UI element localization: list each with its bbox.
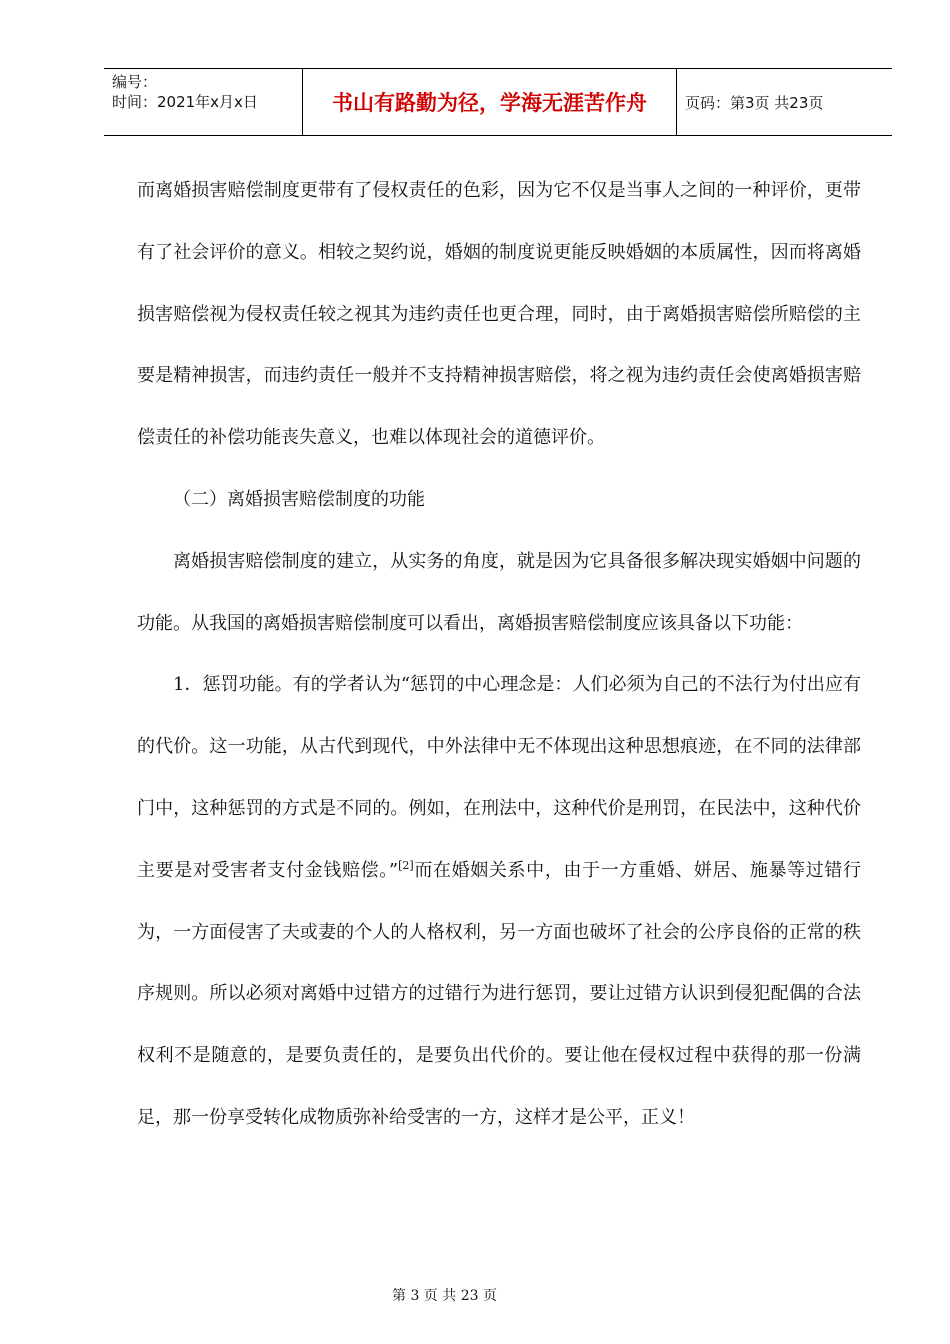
paragraph-3-part-2: 而在婚姻关系中，由于一方重婚、姘居、施暴等过错行为，一方面侵害了夫或妻的个人的人格权利，另一方面也破坏了社会的公序良俗的正常的秩序规则。所以必须对离婚中过错方的过错行为进行惩罚，要让过错方认识到侵犯配偶的合法权利不是随意的，是要负责任的，是要负出代价的。要让他在侵权过程中获得的那一份满足，那一份享受转化成物质弥补给受害的一方，这样才是公平，正义！ [137,859,862,1128]
paragraph-1: 而离婚损害赔偿制度更带有了侵权责任的色彩，因为它不仅是当事人之间的一种评价，更带有了社会评价的意义。相较之契约说，婚姻的制度说更能反映婚姻的本质属性，因而将离婚损害赔偿视为侵权责任较之视其为违约责任也更合理，同时，由于离婚损害赔偿所赔偿的主要是精神损害，而违约责任一般并不支持精神损害赔偿，将之视为违约责任会使离婚损害赔偿责任的补偿功能丧失意义，也难以体现社会的道德评价。 [137,180,861,449]
page-footer: 第 3 页 共 23 页 [392,1288,497,1304]
header-motto: 书山有路勤为径，学海无涯苦作舟 [303,69,677,135]
document-body [137,160,861,1149]
paragraph-3-part-1: 1．惩罚功能。有的学者认为“惩罚的中心理念是：人们必须为自己的不法行为付出应有的代价。这一功能，从古代到现代，中外法律中无不体现出这种思想痕迹，在不同的法律部门中，这种惩罚的方式是不同的。例如，在刑法中，这种代价是刑罚，在民法中，这种代价主要是对受害者支付金钱赔偿。” [137,674,861,881]
paragraph-3 [137,654,861,1148]
time-label: 时间：2021年x月x日 [112,93,258,111]
header-meta [104,69,303,135]
paragraph-2: 离婚损害赔偿制度的建立，从实务的角度，就是因为它具备很多解决现实婚姻中问题的功能。从我国的离婚损害赔偿制度可以看出，离婚损害赔偿制度应该具备以下功能： [137,550,861,634]
number-label: 编号： [112,73,158,91]
citation-ref: [2] [398,858,414,872]
page-header [104,68,892,136]
header-page-code: 页码：第3页 共23页 [685,93,824,112]
section-heading: （二）离婚损害赔偿制度的功能 [173,488,425,510]
